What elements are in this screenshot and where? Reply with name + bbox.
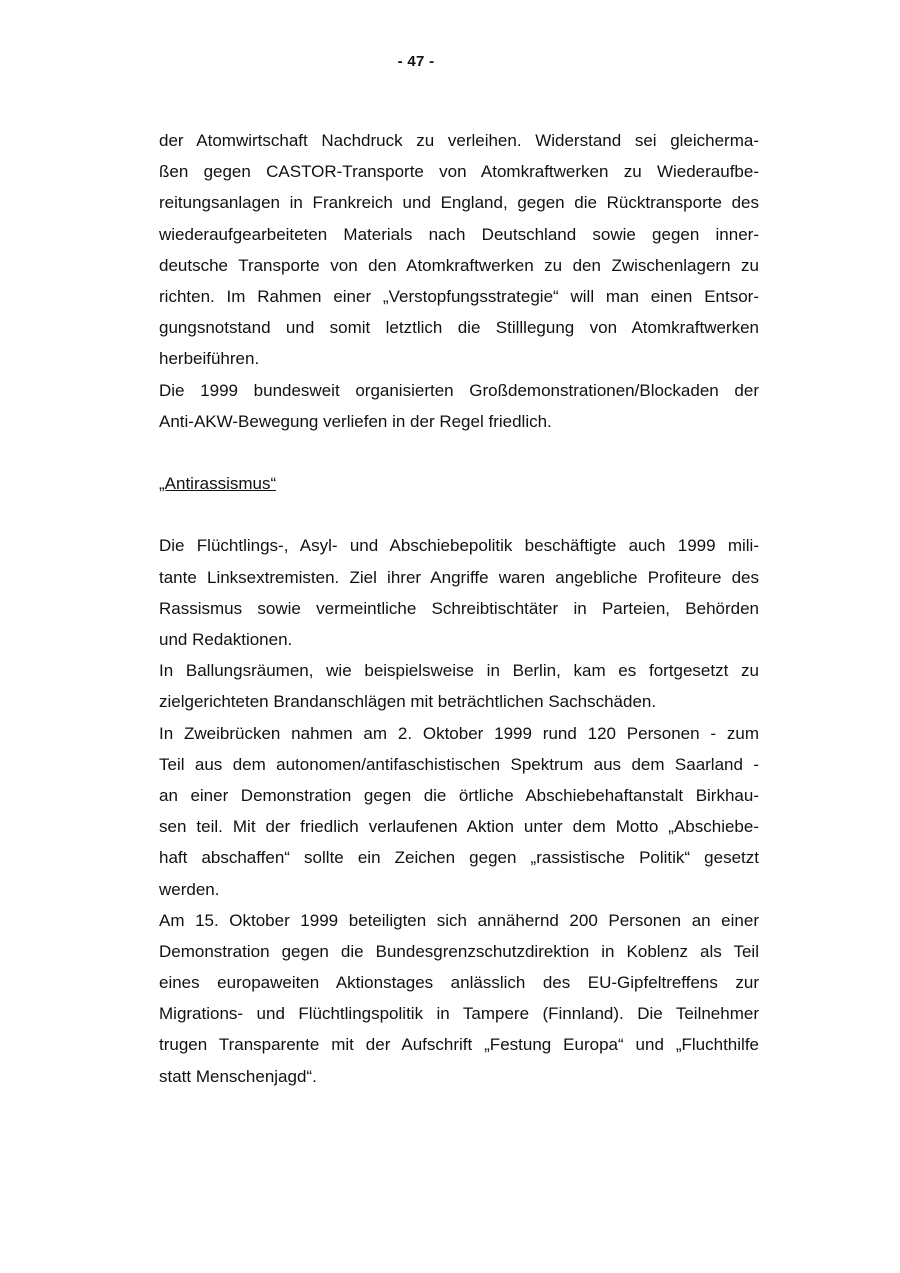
text-line: trugen Transparente mit der Aufschrift „Festung Europa“ und „Fluchthilfe bbox=[159, 1035, 759, 1055]
text-line: und Redaktionen. bbox=[159, 630, 293, 649]
text-line: tante Linksextremisten. Ziel ihrer Angriffe waren angebliche Profiteure des bbox=[159, 567, 759, 587]
text-line: deutsche Transporte von den Atomkraftwerken zu den Zwischenlagern zu bbox=[159, 255, 759, 275]
page-number: - 47 - bbox=[397, 53, 435, 70]
text-line: ßen gegen CASTOR-Transporte von Atomkraftwerken zu Wiederaufbe- bbox=[159, 162, 759, 182]
section-heading bbox=[159, 468, 759, 499]
text-line: Rassismus sowie vermeintliche Schreibtischtäter in Parteien, Behörden bbox=[159, 598, 759, 618]
paragraph bbox=[159, 905, 759, 1092]
text-line: Die 1999 bundesweit organisierten Großdemonstrationen/Blockaden der bbox=[159, 380, 759, 400]
paragraph bbox=[159, 718, 759, 905]
text-line: haft abschaffen“ sollte ein Zeichen gegen „rassistische Politik“ gesetzt bbox=[159, 848, 759, 868]
paragraph bbox=[159, 655, 759, 717]
text-line: an einer Demonstration gegen die örtliche Abschiebehaftanstalt Birkhau- bbox=[159, 785, 759, 805]
heading-text: „Antirassismus“ bbox=[159, 474, 277, 494]
text-line: der Atomwirtschaft Nachdruck zu verleihen. Widerstand sei gleicherma- bbox=[159, 131, 759, 150]
text-line: werden. bbox=[159, 879, 220, 899]
text-line: herbeiführen. bbox=[159, 349, 260, 369]
text-line: reitungsanlagen in Frankreich und England, gegen die Rücktransporte des bbox=[159, 193, 759, 213]
text-line: In Zweibrücken nahmen am 2. Oktober 1999 rund 120 Personen - zum bbox=[159, 723, 759, 743]
paragraph bbox=[159, 530, 759, 655]
text-line: richten. Im Rahmen einer „Verstopfungsstrategie“ will man einen Entsor- bbox=[159, 286, 759, 306]
spacer bbox=[159, 437, 759, 468]
text-line: zielgerichteten Brandanschlägen mit beträchtlichen Sachschäden. bbox=[159, 692, 657, 712]
text-line: Migrations- und Flüchtlingspolitik in Tampere (Finnland). Die Teilnehmer bbox=[159, 1004, 759, 1024]
text-line: wiederaufgearbeiteten Materials nach Deutschland sowie gegen inner- bbox=[159, 224, 759, 244]
spacer bbox=[159, 499, 759, 530]
paragraph bbox=[159, 375, 759, 437]
text-line: eines europaweiten Aktionstages anlässlich des EU-Gipfeltreffens zur bbox=[159, 973, 759, 993]
text-line: Anti-AKW-Bewegung verliefen in der Regel friedlich. bbox=[159, 411, 552, 431]
text-line: In Ballungsräumen, wie beispielsweise in Berlin, kam es fortgesetzt zu bbox=[159, 661, 759, 681]
document-body bbox=[159, 125, 759, 1092]
text-line: Am 15. Oktober 1999 beteiligten sich annähernd 200 Personen an einer bbox=[159, 910, 759, 930]
text-line: gungsnotstand und somit letztlich die Stilllegung von Atomkraftwerken bbox=[159, 318, 759, 338]
text-line: statt Menschenjagd“. bbox=[159, 1066, 317, 1086]
text-line: sen teil. Mit der friedlich verlaufenen Aktion unter dem Motto „Abschiebe- bbox=[159, 817, 759, 837]
text-line: Demonstration gegen die Bundesgrenzschutzdirektion in Koblenz als Teil bbox=[159, 941, 759, 961]
text-line: Teil aus dem autonomen/antifaschistischen Spektrum aus dem Saarland - bbox=[159, 754, 759, 774]
text-line: Die Flüchtlings-, Asyl- und Abschiebepolitik beschäftigte auch 1999 mili- bbox=[159, 536, 759, 556]
paragraph bbox=[159, 125, 759, 375]
